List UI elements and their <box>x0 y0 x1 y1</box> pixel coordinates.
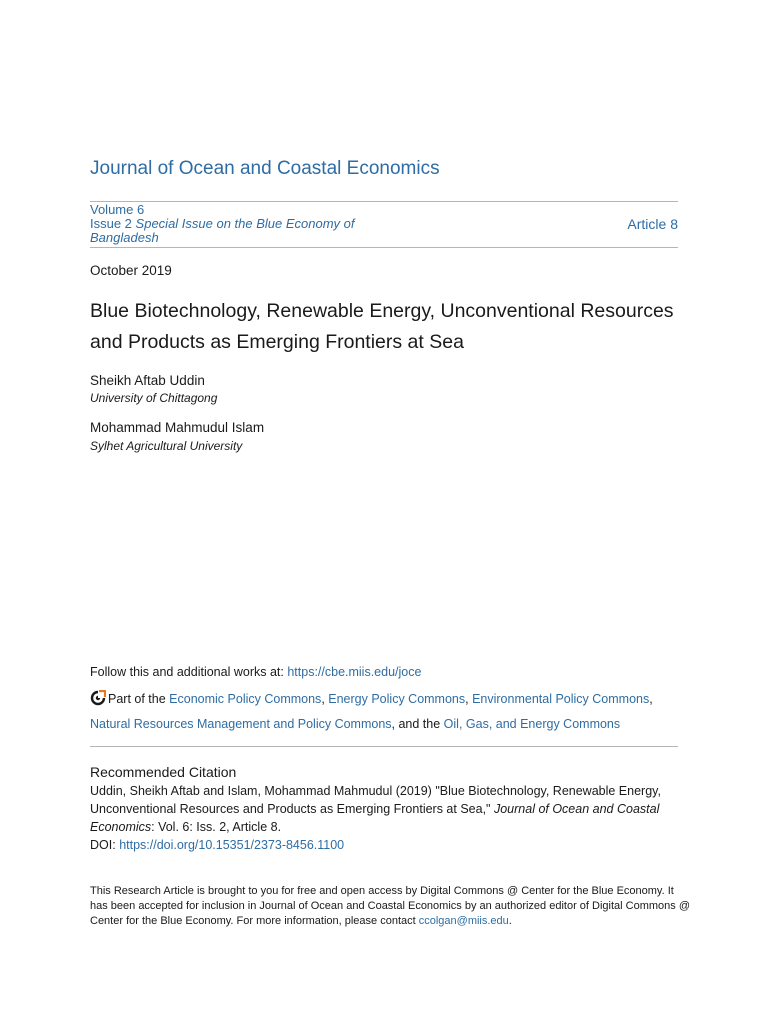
issue-info-box <box>90 201 678 248</box>
article-title: Blue Biotechnology, Renewable Energy, Unconventional Resources and Products as Emerging Frontiers at Sea <box>90 300 674 353</box>
article-number-link[interactable]: Article 8 <box>627 216 678 232</box>
volume-link[interactable]: Volume 6 <box>90 202 145 217</box>
part-of-label: Part of the <box>108 692 166 706</box>
footer-text: This Research Article is brought to you for free and open access by Digital Commons @ Center for the Blue Economy. It has been accepted for inclusion in Journal of Ocean and Coastal Economics by an authorized editor of Digital Commons @ Center for the Blue Economy. For more information, please contact <box>90 885 690 927</box>
digital-commons-network-icon <box>90 690 106 713</box>
contact-email-link[interactable]: ccolgan@miis.edu <box>418 915 509 927</box>
issue-number: Issue 2 <box>90 216 132 231</box>
commons-link-energy-policy[interactable]: Energy Policy Commons <box>328 692 466 706</box>
doi-label: DOI: <box>90 838 116 852</box>
doi-link[interactable]: https://doi.org/10.15351/2373-8456.1100 <box>119 838 345 852</box>
author-name: Mohammad Mahmudul Islam <box>90 420 265 435</box>
footer-notice <box>90 884 690 929</box>
and-the-text: , and the <box>391 717 441 731</box>
issue-link[interactable] <box>90 216 355 245</box>
citation-volume-info: : Vol. 6: Iss. 2, Article 8. <box>151 820 282 834</box>
follow-label: Follow this and additional works at: <box>90 665 284 679</box>
publication-date: October 2019 <box>90 263 172 278</box>
author-name: Sheikh Aftab Uddin <box>90 373 205 388</box>
follow-works <box>90 665 421 679</box>
section-divider <box>90 746 678 747</box>
part-of-commons: Part of the Economic Policy Commons, Energy Policy Commons, Environmental Policy Commons, Natural Resources Management and Policy Commons, and the Oil, Gas, and Energy Commons <box>90 692 653 731</box>
commons-link-oil-gas-energy[interactable]: Oil, Gas, and Energy Commons <box>443 717 621 731</box>
commons-link-environmental-policy[interactable]: Environmental Policy Commons <box>472 692 650 706</box>
commons-link-economic-policy[interactable]: Economic Policy Commons <box>169 692 322 706</box>
commons-link-natural-resources[interactable]: Natural Resources Management and Policy Commons <box>90 717 392 731</box>
citation-text: Uddin, Sheikh Aftab and Islam, Mohammad Mahmudul (2019) "Blue Biotechnology, Renewable Energy, Unconventional Resources and Products as Emerging Frontiers at Sea," <box>90 784 661 816</box>
recommended-citation-heading: Recommended Citation <box>90 764 237 780</box>
issue-details <box>90 203 390 245</box>
follow-url-link[interactable]: https://cbe.miis.edu/joce <box>287 665 422 679</box>
recommended-citation-body <box>90 782 678 854</box>
author-affiliation: Sylhet Agricultural University <box>90 439 243 453</box>
journal-title-link[interactable]: Journal of Ocean and Coastal Economics <box>90 158 440 179</box>
footer-period: . <box>508 915 512 927</box>
citation-journal: Journal of Ocean and Coastal Economics <box>90 802 660 834</box>
issue-title: Special Issue on the Blue Economy of Bangladesh <box>90 216 355 245</box>
author-affiliation: University of Chittagong <box>90 391 218 405</box>
